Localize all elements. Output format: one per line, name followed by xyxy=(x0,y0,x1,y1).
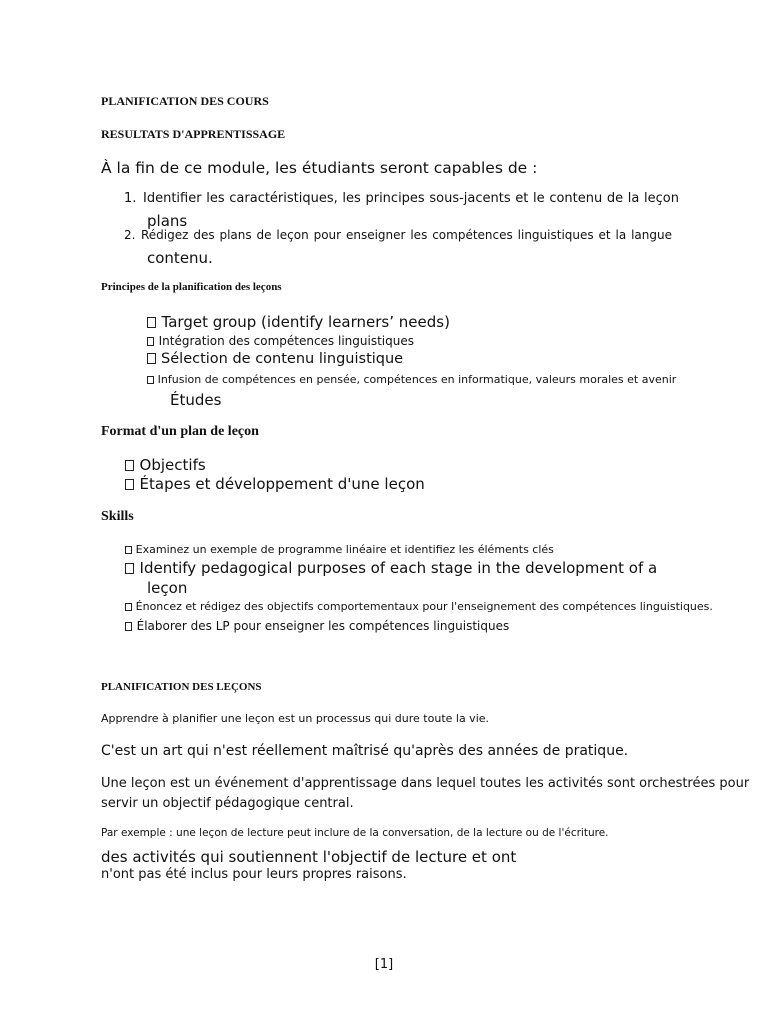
paragraph-5-line2: n'ont pas été inclus pour leurs propres raisons. xyxy=(101,867,407,882)
paragraph-3-line2: servir un objectif pédagogique central. xyxy=(101,796,354,811)
skill-continuation: leçon xyxy=(147,579,188,597)
format-item xyxy=(125,456,206,474)
outcome-1-line1: Identifier les caractéristiques, les principes sous-jacents et le contenu de la leçon xyxy=(143,191,679,206)
checkbox-icon xyxy=(147,353,156,363)
outcome-1-line2: plans xyxy=(147,212,188,230)
intro-text: À la fin de ce module, les étudiants seront capables de : xyxy=(101,159,538,177)
format-heading: Format d'un plan de leçon xyxy=(101,424,259,439)
paragraph-5-line1: des activités qui soutiennent l'objectif de lecture et ont xyxy=(101,848,517,866)
principle-label: Target group (identify learners’ needs) xyxy=(161,313,450,331)
checkbox-icon xyxy=(125,460,134,471)
principle-label: Infusion de compétences en pensée, compétences en informatique, valeurs morales et avenir xyxy=(157,373,677,386)
outcome-num-1: 1. xyxy=(124,191,137,206)
page-number: [1] xyxy=(374,957,394,972)
principle-item xyxy=(147,313,450,331)
paragraph-3-line1: Une leçon est un événement d'apprentissage dans lequel toutes les activités sont orchestrées pour xyxy=(101,776,750,791)
skill-item xyxy=(125,600,713,613)
principle-item xyxy=(147,334,414,348)
principle-label: Sélection de contenu linguistique xyxy=(161,351,404,367)
checkbox-icon xyxy=(125,563,134,574)
paragraph-2: C'est un art qui n'est réellement maîtrisé qu'après des années de pratique. xyxy=(101,743,629,759)
skill-item xyxy=(125,619,509,633)
principle-item xyxy=(147,351,403,367)
checkbox-icon xyxy=(125,479,134,490)
paragraph-4: Par exemple : une leçon de lecture peut inclure de la conversation, de la lecture ou de l'écriture. xyxy=(101,827,609,839)
skill-label: Énoncez et rédigez des objectifs comportementaux pour l'enseignement des compétences linguistiques. xyxy=(135,600,713,613)
principle-continuation: Études xyxy=(170,391,222,409)
checkbox-icon xyxy=(147,376,154,384)
format-label: Étapes et développement d'une leçon xyxy=(139,475,425,493)
checkbox-icon xyxy=(147,317,156,328)
outcome-2-line2: contenu. xyxy=(147,249,213,267)
outcome-num-2: 2. xyxy=(124,228,136,242)
checkbox-icon xyxy=(147,337,154,346)
skill-label: Élaborer des LP pour enseigner les compétences linguistiques xyxy=(136,619,510,633)
checkbox-icon xyxy=(125,603,132,611)
checkbox-icon xyxy=(125,622,132,631)
skill-label: Identify pedagogical purposes of each stage in the development of a xyxy=(139,559,658,577)
skill-item xyxy=(125,543,554,556)
format-item xyxy=(125,475,425,493)
skills-heading: Skills xyxy=(101,509,134,524)
outcome-2-line1: Rédigez des plans de leçon pour enseigner les compétences linguistiques et la langue xyxy=(141,228,672,242)
section2-heading: PLANIFICATION DES LEÇONS xyxy=(101,681,262,693)
format-label: Objectifs xyxy=(139,456,206,474)
document-title: PLANIFICATION DES COURS xyxy=(101,94,269,108)
paragraph-1: Apprendre à planifier une leçon est un processus qui dure toute la vie. xyxy=(101,712,490,725)
skill-label: Examinez un exemple de programme linéaire et identifiez les éléments clés xyxy=(135,543,554,556)
principles-heading: Principes de la planification des leçons xyxy=(101,281,282,293)
checkbox-icon xyxy=(125,546,132,554)
skill-item xyxy=(125,559,657,577)
outcomes-heading: RESULTATS D'APPRENTISSAGE xyxy=(101,127,286,141)
principle-item xyxy=(147,373,676,386)
principle-label: Intégration des compétences linguistiques xyxy=(158,334,414,348)
